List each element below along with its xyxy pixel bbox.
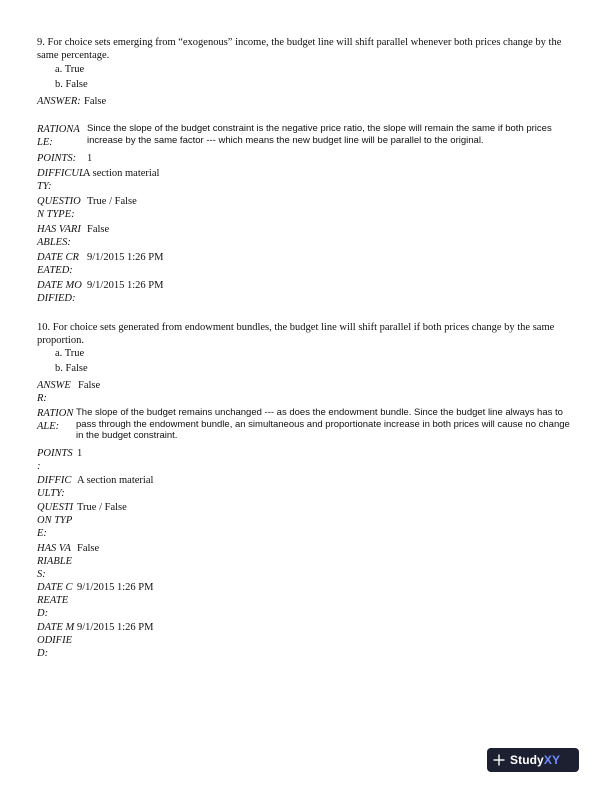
question-9-choice-a: a. True xyxy=(55,64,85,75)
q9-question-type-label: QUESTIO N TYPE: xyxy=(37,196,81,220)
logo-study-text: Study xyxy=(510,753,544,767)
logo-xy-text: XY xyxy=(543,753,561,767)
question-9-choice-b: b. False xyxy=(55,79,88,90)
q9-difficulty-label: DIFFICUL TY: xyxy=(37,168,85,192)
studyxy-logo xyxy=(487,748,579,772)
q9-rationale-label: RATIONA LE: xyxy=(37,124,80,148)
q10-date-modified-label: DATE M ODIFIE D: xyxy=(37,622,75,659)
q10-answer-value: False xyxy=(78,380,101,391)
q10-date-created-value: 9/1/2015 1:26 PM xyxy=(77,582,154,593)
q10-date-created-label: DATE C REATE D: xyxy=(37,582,73,619)
q10-rationale-value: The slope of the budget remains unchanged --- as does the endowment bundle. Since the budget line always has to pass through the endowment bundle, an simultaneous and proportionate increase in both prices will cause no change in the budget constraint. xyxy=(76,407,570,441)
q9-points-label: POINTS: xyxy=(37,153,77,164)
q9-answer-label: ANSWER: xyxy=(37,96,81,107)
q10-question-type-value: True / False xyxy=(77,502,127,513)
q9-date-modified-label: DATE MO DIFIED: xyxy=(37,280,82,304)
q9-points-value: 1 xyxy=(87,153,93,164)
plus-icon xyxy=(493,754,505,766)
q10-question-type-label: QUESTI ON TYP E: xyxy=(37,502,74,539)
q9-difficulty-value: A section material xyxy=(83,168,160,179)
q10-rationale-label: RATION ALE: xyxy=(37,408,74,432)
q9-date-created-value: 9/1/2015 1:26 PM xyxy=(87,252,164,263)
q9-rationale-value: Since the slope of the budget constraint is the negative price ratio, the slope will remain the same if both prices increase by the same factor --- which means the new budget line will be parallel to the original. xyxy=(87,123,552,146)
q10-has-variables-value: False xyxy=(77,543,100,554)
q10-points-value: 1 xyxy=(77,448,83,459)
q9-date-created-label: DATE CR EATED: xyxy=(37,252,79,276)
q10-difficulty-value: A section material xyxy=(77,475,154,486)
question-10-text: 10. For choice sets generated from endowment bundles, the budget line will shift parallel if both prices change by the same proportion. xyxy=(37,322,555,346)
q9-has-variables-value: False xyxy=(87,224,110,235)
q9-answer-value: False xyxy=(84,96,107,107)
question-9-text: 9. For choice sets emerging from “exogenous” income, the budget line will shift parallel whenever both prices change by the same percentage. xyxy=(37,37,562,61)
q9-question-type-value: True / False xyxy=(87,196,137,207)
question-10-choice-b: b. False xyxy=(55,363,88,374)
q9-has-variables-label: HAS VARI ABLES: xyxy=(37,224,81,248)
q10-difficulty-label: DIFFIC ULTY: xyxy=(37,475,72,499)
q10-has-variables-label: HAS VA RIABLE S: xyxy=(37,543,72,580)
q10-answer-label: ANSWE R: xyxy=(37,380,71,404)
question-10-choice-a: a. True xyxy=(55,348,85,359)
logo-wordmark xyxy=(510,753,560,767)
q10-points-label: POINTS : xyxy=(37,448,73,472)
q10-date-modified-value: 9/1/2015 1:26 PM xyxy=(77,622,154,633)
q9-date-modified-value: 9/1/2015 1:26 PM xyxy=(87,280,164,291)
